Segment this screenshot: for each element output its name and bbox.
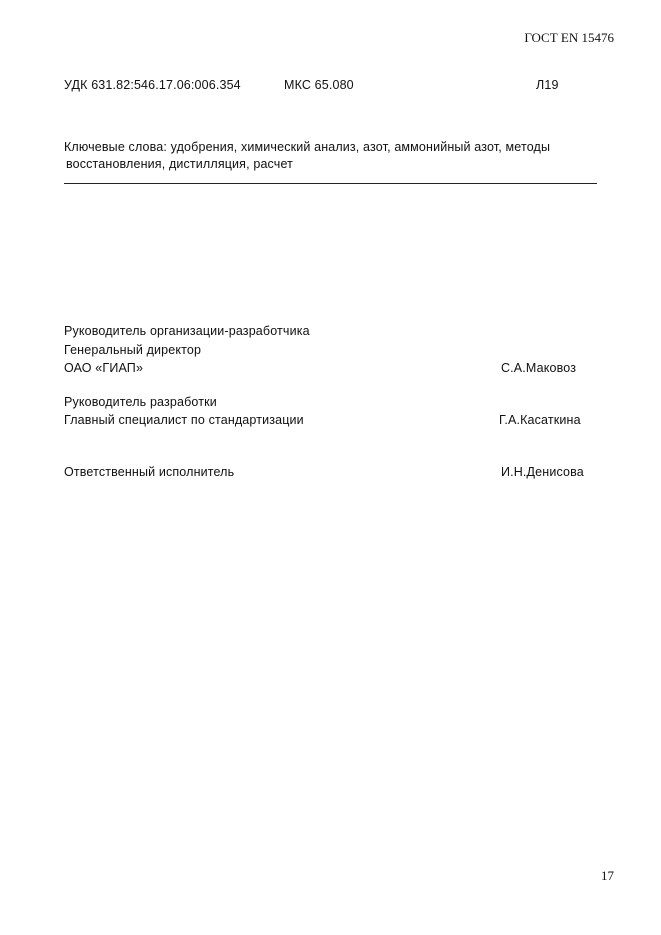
- dev-head-row: [64, 395, 589, 413]
- page-number: 17: [601, 868, 614, 883]
- keywords-line-1: Ключевые слова: удобрения, химический анализ, азот, аммонийный азот, методы: [64, 140, 551, 154]
- mks-code: МКС 65.080: [284, 78, 354, 92]
- org-director-row: [64, 343, 589, 361]
- udk-code: УДК 631.82:546.17.06:006.354: [64, 78, 241, 92]
- separator-line: [64, 183, 597, 184]
- keywords-block: [64, 139, 550, 173]
- org-director-title: Генеральный директор: [64, 343, 202, 357]
- org-name-row: [64, 361, 589, 379]
- dev-specialist-title: Главный специалист по стандартизации: [64, 413, 304, 427]
- org-director-name: С.А.Маковоз: [501, 361, 577, 375]
- keywords-line-2: восстановления, дистилляция, расчет: [66, 157, 294, 171]
- dev-head-title: Руководитель разработки: [64, 395, 217, 409]
- org-head-title: Руководитель организации-разработчика: [64, 324, 310, 338]
- executor-row: [64, 465, 589, 483]
- org-name: ОАО «ГИАП»: [64, 361, 144, 375]
- executor-name: И.Н.Денисова: [501, 465, 584, 479]
- classifier-code: Л19: [536, 78, 559, 92]
- executor-title: Ответственный исполнитель: [64, 465, 235, 479]
- standard-designation: ГОСТ EN 15476: [524, 30, 614, 45]
- dev-specialist-name: Г.А.Касаткина: [499, 413, 581, 427]
- org-head-row: [64, 324, 589, 342]
- dev-specialist-row: [64, 413, 589, 431]
